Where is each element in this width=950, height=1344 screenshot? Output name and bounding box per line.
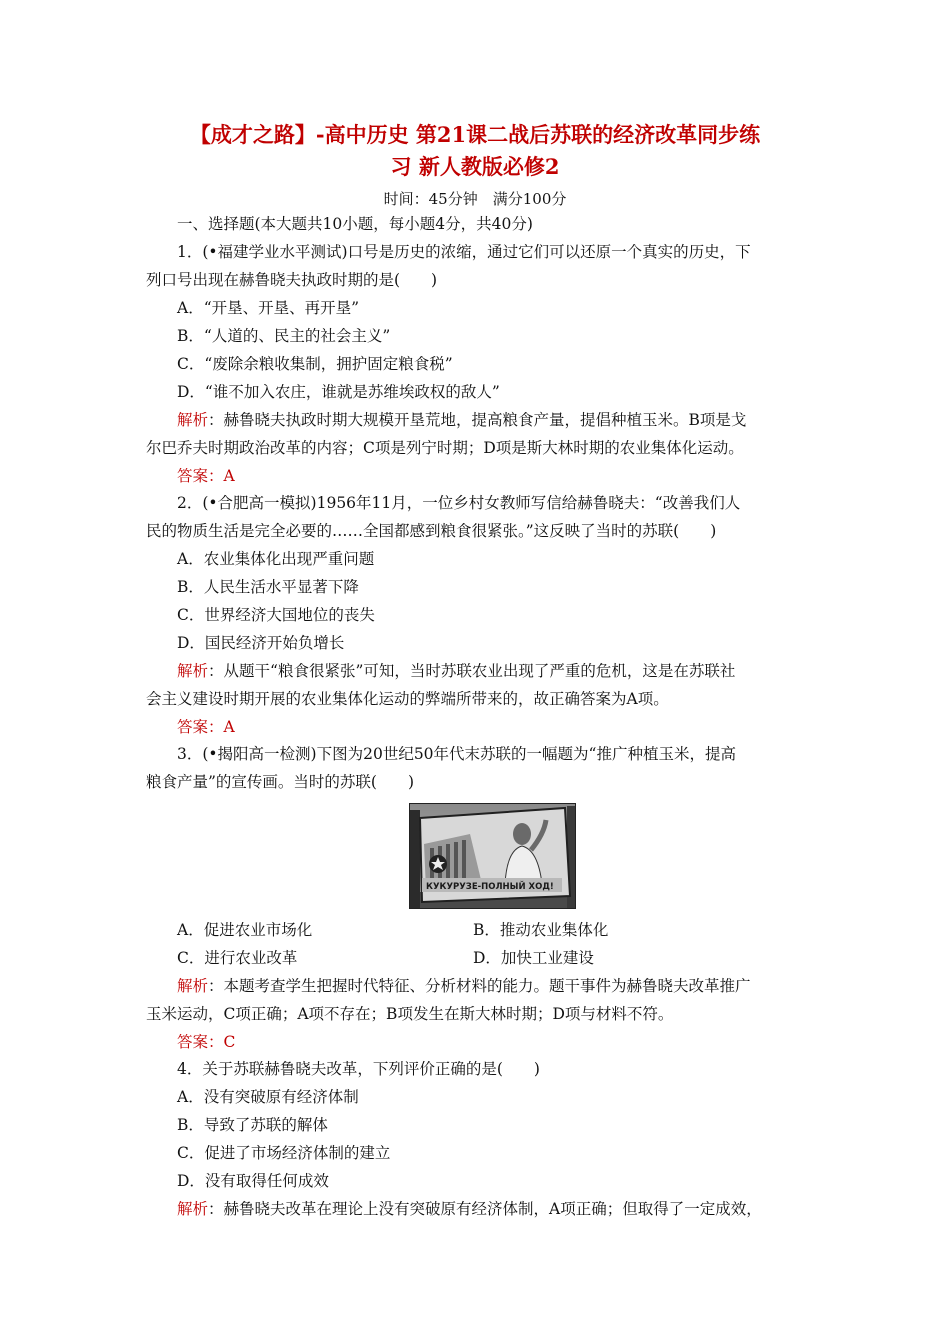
q2-option-a: A．农业集体化出现严重问题 [177, 550, 375, 568]
analysis-text: ：本题考查学生把握时代特征、分析材料的能力。题干事件为赫鲁晓夫改革推广 [208, 977, 751, 995]
analysis-label: 解析 [177, 1200, 209, 1218]
q1-option-a: A．“开垦、开垦、再开垦” [177, 299, 360, 317]
q1-option-b: B．“人道的、民主的社会主义” [177, 327, 391, 345]
q1-analysis-line2: 尔巴乔夫时期政治改革的内容；C项是列宁时期；D项是斯大林时期的农业集体化运动。 [146, 439, 744, 457]
q4-option-c: C．促进了市场经济体制的建立 [177, 1144, 391, 1162]
analysis-text: ：赫鲁晓夫执政时期大规模开垦荒地，提高粮食产量，提倡种植玉米。B项是戈 [208, 411, 747, 429]
q2-stem-line2: 民的物质生活是完全必要的……全国都感到粮食很紧张。”这反映了当时的苏联( ) [146, 522, 717, 540]
q2-answer: 答案：A [177, 718, 235, 736]
q3-answer: 答案：C [177, 1033, 236, 1051]
q3-analysis-line1 [177, 974, 751, 998]
q1-stem-line1: 1．(•福建学业水平测试)口号是历史的浓缩，通过它们可以还原一个真实的历史，下 [177, 243, 751, 261]
q4-stem-line1: 4．关于苏联赫鲁晓夫改革，下列评价正确的是( ) [177, 1060, 540, 1078]
analysis-label: 解析 [177, 977, 209, 995]
q2-option-b: B．人民生活水平显著下降 [177, 578, 359, 596]
q3-option-a: A．促进农业市场化 [177, 921, 313, 939]
analysis-label: 解析 [177, 411, 209, 429]
analysis-text: ：赫鲁晓夫改革在理论上没有突破原有经济体制，A项正确；但取得了一定成效， [208, 1200, 762, 1218]
q4-option-b: B．导致了苏联的解体 [177, 1116, 328, 1134]
q1-option-c: C．“废除余粮收集制，拥护固定粮食税” [177, 355, 453, 373]
q2-analysis-line2: 会主义建设时期开展的农业集体化运动的弊端所带来的，故正确答案为A项。 [146, 690, 669, 708]
poster-slogan: КУКУРУЗЕ-ПОЛНЫЙ ХОД! [426, 882, 554, 892]
q1-answer: 答案：A [177, 467, 235, 485]
q1-stem-line2: 列口号出现在赫鲁晓夫执政时期的是( ) [146, 271, 438, 289]
q2-stem-line1: 2．(•合肥高一模拟)1956年11月，一位乡村女教师写信给赫鲁晓夫：“改善我们人 [177, 494, 741, 512]
analysis-text: ：从题干“粮食很紧张”可知，当时苏联农业出现了严重的危机，这是在苏联社 [208, 662, 736, 680]
document-title-line1: 【成才之路】-高中历史 第21课二战后苏联的经济改革同步练 [189, 122, 761, 147]
q3-option-d: D．加快工业建设 [473, 949, 594, 967]
q4-option-a: A．没有突破原有经济体制 [177, 1088, 359, 1106]
q1-option-d: D．“谁不加入农庄，谁就是苏维埃政权的敌人” [177, 383, 500, 401]
q3-analysis-line2: 玉米运动，C项正确；A项不存在；B项发生在斯大林时期；D项与材料不符。 [146, 1005, 674, 1023]
propaganda-poster-image [409, 803, 576, 909]
q4-analysis-line1 [177, 1197, 762, 1221]
q3-option-b: B．推动农业集体化 [473, 921, 609, 939]
q1-analysis-line1 [177, 408, 746, 432]
q2-analysis-line1 [177, 659, 735, 683]
q3-stem-line1: 3．(•揭阳高一检测)下图为20世纪50年代末苏联的一幅题为“推广种植玉米，提高 [177, 745, 736, 763]
q2-option-d: D．国民经济开始负增长 [177, 634, 345, 652]
exam-meta: 时间：45分钟 满分100分 [383, 190, 567, 208]
q3-option-c: C．进行农业改革 [177, 949, 298, 967]
q2-option-c: C．世界经济大国地位的丧失 [177, 606, 375, 624]
section-heading: 一、选择题(本大题共10小题，每小题4分，共40分) [177, 215, 533, 233]
q4-option-d: D．没有取得任何成效 [177, 1172, 329, 1190]
q3-stem-line2: 粮食产量”的宣传画。当时的苏联( ) [146, 773, 415, 791]
analysis-label: 解析 [177, 662, 209, 680]
document-title-line2: 习 新人教版必修2 [390, 154, 560, 179]
